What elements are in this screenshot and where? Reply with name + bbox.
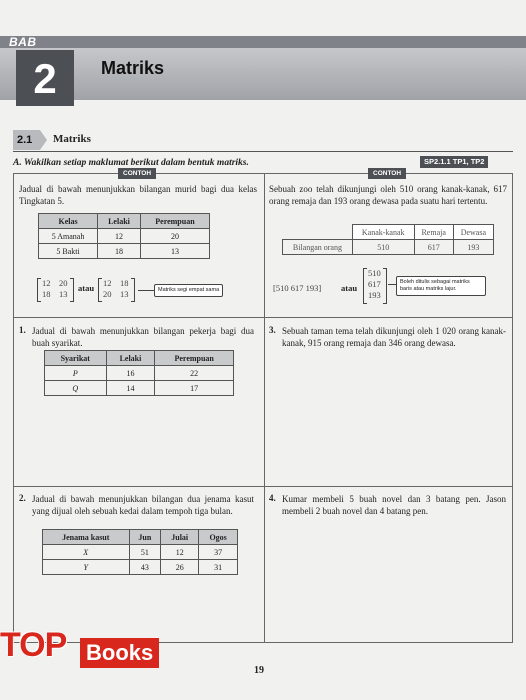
- chapter-title: Matriks: [101, 58, 165, 78]
- question-number: 3.: [269, 325, 276, 335]
- table-header: Dewasa: [453, 225, 493, 240]
- example-badge-1: CONTOH: [118, 168, 156, 179]
- or-label: atau: [78, 283, 95, 293]
- table-header: [283, 225, 353, 240]
- chapter-banner-stripe: [0, 36, 526, 48]
- standard-tag: SP2.1.1 TP1, TP2: [420, 156, 488, 168]
- section-title: Matriks: [53, 133, 91, 145]
- chapter-number: 2: [33, 55, 57, 102]
- section-arrow: [40, 130, 47, 150]
- table-cell: 31: [199, 560, 238, 575]
- table-header: Jenama kasut: [43, 530, 130, 545]
- table-cell: 12: [98, 229, 141, 244]
- question2-text: Jadual di bawah menunjukkan bilangan dua jenama kasut yang dijual oleh sebuah kedai dalam tempoh tiga bulan.: [32, 494, 254, 516]
- example1-text: Jadual di bawah menunjukkan bilangan murid bagi dua kelas Tingkatan 5.: [19, 184, 257, 206]
- matrix-bracket-left: [98, 278, 102, 302]
- matrix-entry: 617: [368, 279, 381, 289]
- table-header: Perempuan: [140, 214, 209, 229]
- matrix-entry: 13: [120, 289, 129, 299]
- instruction: A. Wakilkan setiap maklumat berikut dalam bentuk matriks.: [13, 158, 249, 168]
- example2-table: [282, 224, 494, 255]
- grid-divider-1: [14, 317, 512, 318]
- table-cell: 14: [106, 381, 155, 396]
- note-pointer: [138, 290, 154, 291]
- table-header: Lelaki: [106, 351, 155, 366]
- row-matrix: [510 617 193]: [273, 283, 322, 293]
- question2-table: [42, 529, 238, 575]
- matrix-entry: 193: [368, 290, 381, 300]
- table-cell: Bilangan orang: [283, 240, 353, 255]
- table-header: Syarikat: [45, 351, 107, 366]
- matrix-entry: 12: [103, 278, 112, 288]
- table-cell: 5 Amanah: [39, 229, 98, 244]
- table-header: Jun: [129, 530, 161, 545]
- exercise-grid: [13, 170, 513, 643]
- table-cell: 16: [106, 366, 155, 381]
- table-header: Kelas: [39, 214, 98, 229]
- chapter-label: BAB: [9, 35, 37, 49]
- table-cell: 43: [129, 560, 161, 575]
- table-header: Julai: [161, 530, 199, 545]
- table-header: Perempuan: [155, 351, 234, 366]
- table-cell: Q: [45, 381, 107, 396]
- grid-divider-2: [14, 486, 512, 487]
- table-header: Kanak-kanak: [352, 225, 414, 240]
- table-cell: 26: [161, 560, 199, 575]
- table-cell: 617: [414, 240, 453, 255]
- question-number: 4.: [269, 493, 276, 503]
- matrix-bracket-right: [383, 268, 387, 304]
- question-number: 1.: [19, 325, 26, 335]
- table-header: Ogos: [199, 530, 238, 545]
- matrix-entry: 18: [42, 289, 51, 299]
- table-cell: 12: [161, 545, 199, 560]
- section-number: 2.1: [13, 130, 40, 150]
- matrix-entry: 12: [42, 278, 51, 288]
- table-cell: 22: [155, 366, 234, 381]
- example2-text: Sebuah zoo telah dikunjungi oleh 510 orang kanak-kanak, 617 orang remaja dan 193 orang dewasa pada suatu hari tertentu.: [269, 184, 507, 206]
- section-divider: [13, 151, 513, 152]
- question3-text: Sebuah taman tema telah dikunjungi oleh 1 020 orang kanak-kanak, 915 orang remaja dan 346 orang dewasa.: [282, 326, 506, 348]
- question1-table: [44, 350, 234, 396]
- table-cell: 51: [129, 545, 161, 560]
- example-badge-2: CONTOH: [368, 168, 406, 179]
- table-cell: X: [43, 545, 130, 560]
- table-cell: P: [45, 366, 107, 381]
- matrix-bracket-left: [363, 268, 367, 304]
- question1-text: Jadual di bawah menunjukkan bilangan pekerja bagi dua buah syarikat.: [32, 326, 254, 348]
- topbooks-logo-top: TOP: [0, 626, 67, 664]
- table-cell: 20: [140, 229, 209, 244]
- example1-table: [38, 213, 210, 259]
- table-cell: 510: [352, 240, 414, 255]
- table-cell: 5 Bakti: [39, 244, 98, 259]
- table-cell: 37: [199, 545, 238, 560]
- table-header: Remaja: [414, 225, 453, 240]
- matrix-entry: 20: [59, 278, 68, 288]
- question4-text: Kumar membeli 5 buah novel dan 3 batang pen. Jason membeli 2 buah novel dan 4 batang pen.: [282, 494, 506, 516]
- topbooks-logo-books: Books: [80, 638, 159, 668]
- table-cell: Y: [43, 560, 130, 575]
- question-number: 2.: [19, 493, 26, 503]
- grid-divider-vertical: [264, 174, 265, 642]
- matrix-entry: 18: [120, 278, 129, 288]
- matrix-entry: 20: [103, 289, 112, 299]
- table-cell: 13: [140, 244, 209, 259]
- example2-note: Boleh ditulis sebagai matriks baris atau matriks lajur.: [396, 276, 486, 296]
- table-cell: 193: [453, 240, 493, 255]
- or-label: atau: [341, 283, 358, 293]
- table-cell: 18: [98, 244, 141, 259]
- matrix-bracket-right: [131, 278, 135, 302]
- example1-note: Matriks segi empat sama: [154, 284, 223, 297]
- table-header: Lelaki: [98, 214, 141, 229]
- matrix-entry: 510: [368, 268, 381, 278]
- table-cell: 17: [155, 381, 234, 396]
- matrix-bracket-right: [70, 278, 74, 302]
- page-number: 19: [254, 665, 264, 676]
- note-pointer: [388, 284, 396, 285]
- matrix-bracket-left: [37, 278, 41, 302]
- matrix-entry: 13: [59, 289, 68, 299]
